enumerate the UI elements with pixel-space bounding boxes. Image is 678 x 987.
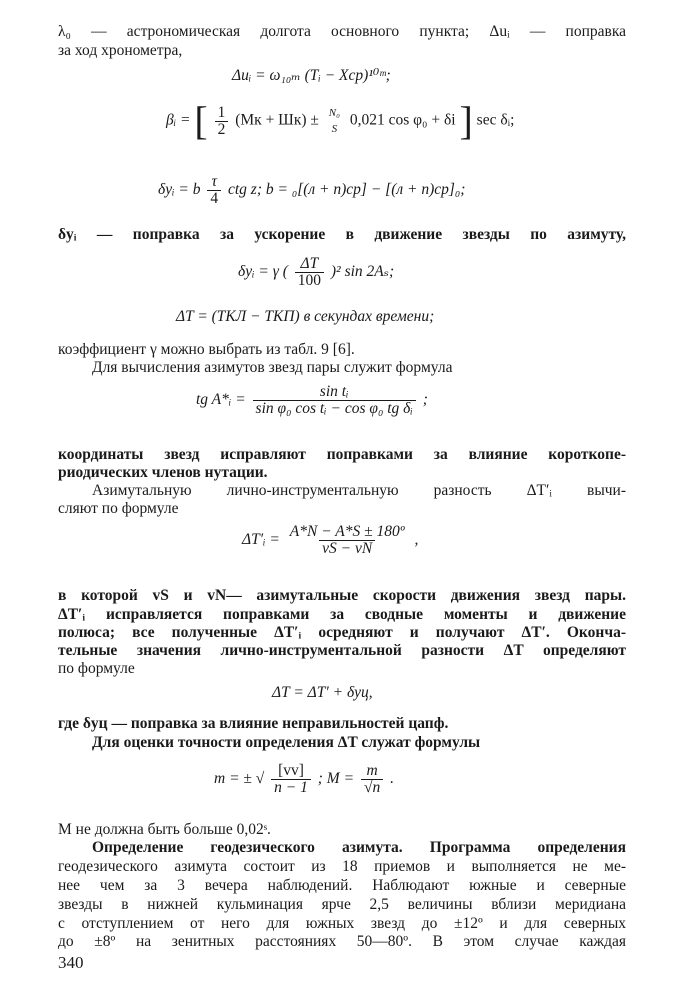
eq4-right: )² sin 2Aₛ; bbox=[330, 263, 395, 281]
text-line-18: Определение геодезического азимута. Программа определения bbox=[92, 839, 626, 856]
eq6-frac-num: sin tᵢ bbox=[319, 383, 349, 400]
eq3-frac-den: 4 bbox=[207, 190, 221, 207]
equation-2 bbox=[166, 98, 515, 143]
eq4-left: δyᵢ = γ ( bbox=[238, 263, 288, 281]
text-line-12: полюса; все полученные ΔT′ᵢ осредняют и получают ΔT′. Оконча- bbox=[58, 624, 626, 641]
equation-4 bbox=[238, 256, 394, 289]
equation-6 bbox=[196, 384, 428, 417]
eq6-left: tg A*ᵢ = bbox=[196, 391, 246, 409]
eq2-bracket-close: ] bbox=[459, 98, 473, 143]
text-line-20: нее чем за 3 вечера наблюдений. Наблюдают южные и северные bbox=[58, 877, 626, 894]
eq7-left: ΔT′ᵢ = bbox=[242, 531, 280, 549]
text-line-22: с отступлением от него для южных звезд до ±12º и для северных bbox=[58, 915, 626, 932]
eq2-frac-num: 1 bbox=[217, 103, 226, 121]
text-line-8: Азимутальную лично-инструментальную разность ΔT′ᵢ вычи- bbox=[92, 482, 626, 499]
eq2-left: βᵢ = bbox=[166, 111, 191, 129]
text-line-5: Для вычисления азимутов звезд пары служит формула bbox=[92, 359, 453, 376]
text-line-23: до ±8º на зенитных расстояниях 50—80º. В этом случае каждая bbox=[58, 933, 626, 950]
eq9-mid: ; M = bbox=[317, 770, 355, 788]
eq7-frac-num: A*N − A*S ± 180º bbox=[289, 523, 405, 540]
eq2-tail: sec δᵢ; bbox=[476, 111, 515, 129]
eq9-tail: . bbox=[390, 770, 394, 788]
eq7-tail: , bbox=[414, 531, 419, 549]
equation-8: ΔT = ΔT′ + δyц, bbox=[272, 684, 373, 701]
equation-3 bbox=[158, 174, 465, 207]
eq2-frac-den: 2 bbox=[215, 121, 229, 138]
text-line-7: риодических членов нутации. bbox=[58, 464, 268, 481]
eq7-frac-den: vS − vN bbox=[319, 540, 375, 557]
eq2-bracket-open: [ bbox=[194, 98, 208, 143]
text-line-16: Для оценки точности определения ΔT служат формулы bbox=[92, 734, 481, 751]
text-line-2: за ход хронометра, bbox=[58, 42, 183, 59]
eq6-frac-den: sin φ₀ cos tᵢ − cos φ₀ tg δᵢ bbox=[253, 400, 416, 417]
page-number: 340 bbox=[58, 953, 84, 972]
text-line-13: тельные значения лично-инструментальной разности ΔT определяют bbox=[58, 642, 626, 659]
eq2-stack-bot: S bbox=[331, 123, 338, 135]
equation-5: ΔT = (TКЛ − TКП) в секундах времени; bbox=[176, 308, 435, 325]
text-line-6: координаты звезд исправляют поправками за влияние короткопе- bbox=[58, 446, 626, 463]
text-line-14: по формуле bbox=[58, 660, 135, 677]
equation-9 bbox=[214, 763, 394, 796]
text-line-9: сляют по формуле bbox=[58, 500, 179, 517]
eq2-right: 0,021 cos φ₀ + δi bbox=[349, 111, 456, 129]
eq6-tail: ; bbox=[422, 391, 428, 409]
eq9-frac2-den: √n bbox=[361, 779, 383, 796]
eq9-frac-num: [vv] bbox=[278, 762, 304, 779]
eq9-frac2-num: m bbox=[366, 762, 378, 779]
text-line-19: геодезического азимута состоит из 18 приемов и выполняется не ме- bbox=[58, 858, 626, 875]
equation-7 bbox=[242, 524, 418, 557]
eq2-stack-top: N₀ bbox=[328, 107, 340, 119]
text-line-10: в которой vS и vN— азимутальные скорости движения звезд пары. bbox=[58, 587, 626, 604]
text-line-17: M не должна быть больше 0,02ˢ. bbox=[58, 821, 271, 838]
eq3-right: ctg z; b = ₀[(л + п)ср] − [(л + п)ср]₀; bbox=[228, 181, 466, 199]
eq3-frac-num: τ bbox=[211, 173, 218, 190]
text-line-21: звезды в нижней кульминация ярче 2,5 величины вблизи меридиана bbox=[58, 896, 626, 913]
text-line-15: где δyц — поправка за влияние неправильностей цапф. bbox=[58, 715, 449, 732]
eq4-frac-num: ΔT bbox=[300, 255, 319, 272]
text-line-1: λ₀ — астрономическая долгота основного пункта; Δuᵢ — поправка bbox=[58, 23, 626, 40]
text-line-4: коэффициент γ можно выбрать из табл. 9 [6]. bbox=[58, 341, 355, 358]
eq3-left: δyᵢ = b bbox=[158, 181, 201, 199]
eq9-frac-den: n − 1 bbox=[271, 779, 311, 796]
equation-1: Δuᵢ = ω₁₀ₘ (Tᵢ − Xср)¹⁰ᵐ; bbox=[232, 67, 391, 84]
eq2-mid: (Mк + Шк) ± bbox=[235, 111, 319, 129]
eq4-frac-den: 100 bbox=[295, 272, 324, 289]
text-line-3: δyᵢ — поправка за ускорение в движение звезды по азимуту, bbox=[58, 226, 626, 243]
text-line-11: ΔT′ᵢ исправляется поправками за сводные моменты и движение bbox=[58, 606, 626, 623]
eq9-left: m = ± √ bbox=[214, 770, 265, 788]
